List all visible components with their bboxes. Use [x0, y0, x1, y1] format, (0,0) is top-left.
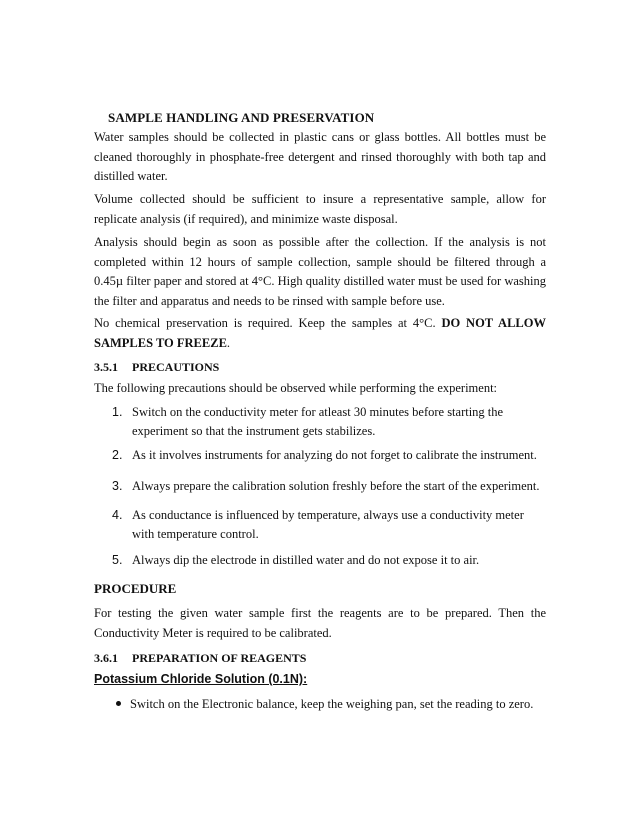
section-heading-reagents: [94, 651, 306, 666]
section-heading-precautions: [94, 360, 219, 375]
section-title: PRECAUTIONS: [132, 360, 220, 374]
subheading-potassium-chloride: Potassium Chloride Solution (0.1N):: [94, 672, 308, 686]
paragraph-volume: Volume collected should be sufficient to insure a representative sample, allow for replicate analysis (if required), and minimize waste disposal.: [94, 192, 546, 226]
list-text: Switch on the conductivity meter for atleast 30 minutes before starting the experiment so that the instrument gets stabilizes.: [132, 405, 504, 438]
section-heading-sample-handling: SAMPLE HANDLING AND PRESERVATION: [108, 110, 375, 125]
paragraph-procedure: For testing the given water sample first the reagents are to be prepared. Then the Conductivity Meter is required to be calibrated.: [94, 606, 546, 640]
list-number: 4.: [112, 508, 123, 522]
preservation-text: No chemical preservation is required. Keep the samples at 4°C.: [94, 316, 442, 330]
section-number: 3.5.1: [94, 360, 118, 374]
section-heading-procedure: PROCEDURE: [94, 581, 177, 596]
list-text: As it involves instruments for analyzing do not forget to calibrate the instrument.: [132, 448, 537, 462]
paragraph-analysis: Analysis should begin as soon as possible after the collection. If the analysis is not completed within 12 hours of sample collection, sample should be filtered through a 0.45µ filter paper and stored at 4°C. High quality distilled water must be used for washing the filter and apparatus and needs to be rinsed with sample before use.: [94, 235, 546, 308]
precautions-intro: The following precautions should be observed while performing the experiment:: [94, 381, 498, 395]
paragraph-water-samples: Water samples should be collected in plastic cans or glass bottles. All bottles must be cleaned thoroughly in phosphate-free detergent and rinsed thoroughly with both tap and distilled water.: [94, 130, 546, 183]
preservation-end: .: [226, 335, 231, 350]
bullet-item: [116, 695, 546, 714]
list-text: As conductance is influenced by temperature, always use a conductivity meter with temperature control.: [132, 508, 524, 541]
bullet-text: Switch on the Electronic balance, keep the weighing pan, set the reading to zero.: [130, 697, 534, 711]
list-item: [112, 551, 542, 570]
list-number: 2.: [112, 448, 123, 462]
list-item: [112, 477, 542, 496]
bullet-icon: [116, 701, 121, 706]
list-number: 1.: [112, 405, 123, 419]
list-text: Always dip the electrode in distilled water and do not expose it to air.: [132, 553, 480, 567]
section-number: 3.6.1: [94, 651, 118, 665]
list-item: [112, 403, 542, 441]
paragraph-preservation: [94, 314, 546, 353]
list-number: 3.: [112, 479, 123, 493]
list-number: 5.: [112, 553, 123, 567]
list-item: [112, 506, 542, 544]
list-text: Always prepare the calibration solution freshly before the start of the experiment.: [132, 479, 540, 493]
section-title: PREPARATION OF REAGENTS: [132, 651, 307, 665]
list-item: [112, 446, 542, 465]
freeze-warning: DO NOT ALLOW SAMPLES TO FREEZE: [94, 316, 546, 350]
